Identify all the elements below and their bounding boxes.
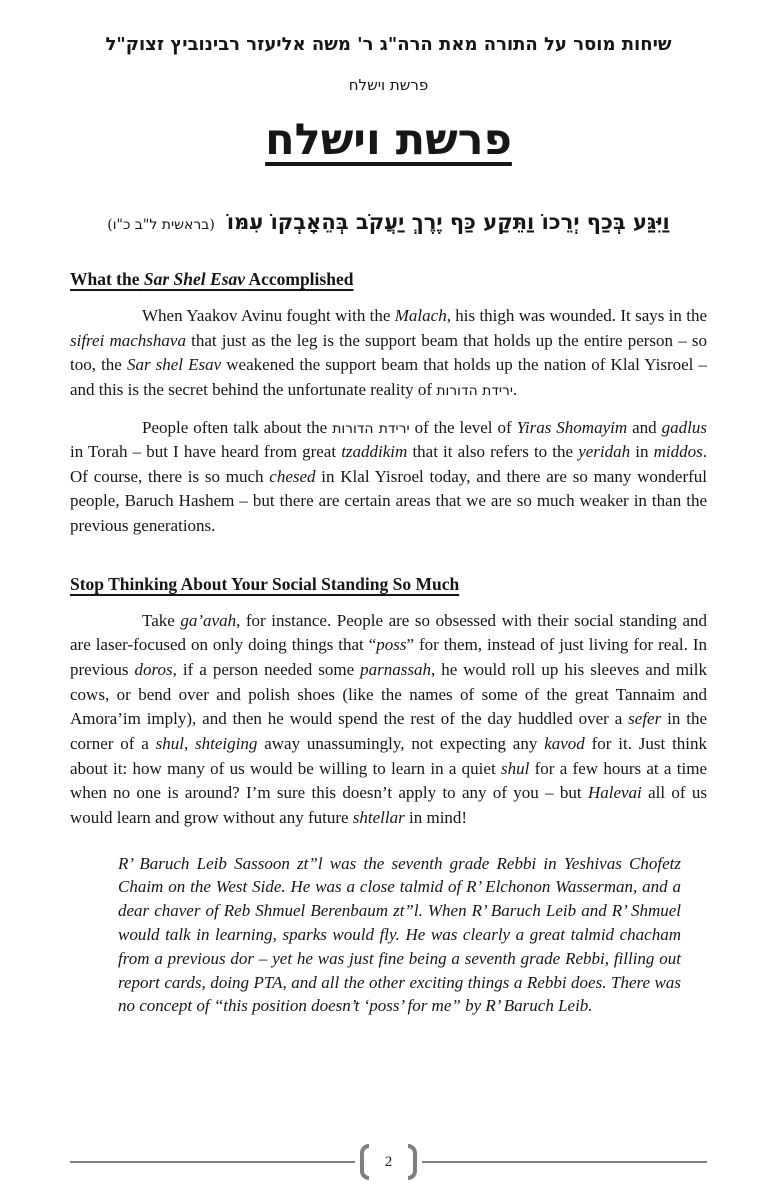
text-run: poss: [376, 635, 407, 655]
text-run: for a few hours at a time when no one is around? I’m sure this doesn’t apply to any of you – but: [70, 758, 707, 803]
text-run: chesed: [269, 466, 316, 486]
text-run: What the: [70, 269, 144, 289]
text-run: ” for them, instead of just living for real. In previous: [70, 635, 707, 680]
text-run: Malach: [394, 306, 447, 325]
text-run: shul: [155, 733, 184, 753]
page-number-bracket-right-icon: [408, 1144, 417, 1180]
text-run: Sar shel Esav: [126, 355, 222, 375]
text-run: shul: [500, 758, 530, 778]
section-heading-social-standing: [70, 574, 707, 595]
paragraph-gaavah: [70, 609, 707, 831]
footer-rule-right: [422, 1161, 707, 1163]
anecdote-quote-baruch-leib: [118, 852, 681, 1019]
text-run: in Torah – but I have heard from great: [70, 442, 342, 462]
page-number-bracket-left-icon: [360, 1144, 369, 1180]
verse-text: וַיִּגַּע בְּכַף יְרֵכוֹ וַתֵּקַע כַּף יֶרֶךְ יַעֲקֹב בְּהֵאָבְקוֹ עִמּוֹ: [226, 209, 670, 234]
text-run: of the level of: [409, 417, 517, 437]
text-run: tzaddikim: [341, 442, 408, 462]
text-run: . Of course, there is so much: [70, 442, 707, 486]
text-run: that just as the leg is the support beam that holds up the entire person – so too, the: [70, 330, 707, 375]
paragraph-yeridas-hadoros: [70, 416, 707, 539]
verse-citation: (בראשית ל"ב כ"ו): [107, 217, 215, 233]
text-run: parnassah: [360, 660, 431, 680]
text-run: , if a person needed some: [172, 660, 361, 680]
text-run: Halevai: [587, 783, 642, 803]
text-run: R’ Baruch Leib Sassoon zt”l was the seventh grade Rebbi in Yeshivas Chofetz Chaim on the West Side. He was a close talmid of R’ Elchonon Wasserman, and a dear chaver of Reb Shmuel Berenbaum zt”l. When R’ Baruch Leib and R’ Shmuel would talk in learning, sparks would fly. He was clearly a great talmid chacham from a previous dor – yet he was just fine being a seventh grade Rebbi, filling out report cards, doing PTA, and all the other exciting things a Rebbi does. There was no concept of “this position doesn’t ‘poss’ for me” by R’ Baruch Leib.: [118, 853, 681, 1016]
text-run: that it also refers to the: [407, 442, 579, 462]
text-run: all of us would learn and grow without any future: [70, 783, 707, 827]
text-run: .: [512, 379, 518, 399]
hebrew-phrase: ירידת הדורות: [332, 420, 410, 437]
parsha-title-text: פרשת וישלח: [265, 115, 512, 165]
text-run: yeridah: [578, 442, 631, 462]
verse-line: [70, 209, 707, 234]
text-run: in Klal Yisroel today, and there are so many wonderful people, Baruch Hashem – but there are certain areas that we are so much weaker in than the previous generations.: [70, 466, 707, 536]
text-run: , for instance. People are so obsessed with their social standing and are laser-focused on only doing things that “: [70, 610, 707, 655]
text-run: Accomplished: [245, 269, 354, 289]
text-run: doros: [134, 660, 173, 680]
text-run: ,: [183, 733, 196, 753]
parsha-title: [70, 115, 707, 165]
paragraph-yaakov-malach: [70, 304, 707, 403]
text-run: When Yaakov Avinu fought with the: [142, 306, 395, 325]
text-run: Yiras Shomayim: [516, 417, 628, 437]
text-run: gadlus: [661, 417, 707, 437]
text-run: for it. Just think about it: how many of us would be willing to learn in a quiet: [70, 733, 708, 778]
text-run: , he would roll up his sleeves and milk cows, or bend over and polish shoes (like the names of some of the great Tannaim and Amora’im imply), and then he would spend the rest of the day huddled over a: [70, 660, 707, 729]
text-run: sifrei machshava: [70, 330, 186, 350]
text-run: away unassumingly, not expecting any: [257, 733, 545, 753]
text-run: shteiging: [195, 733, 258, 753]
text-run: and: [627, 417, 662, 437]
footer-rule-left: [70, 1161, 355, 1163]
header-hebrew-title: שיחות מוסר על התורה מאת הרה"ג ר' משה אליעזר רבינוביץ זצוק"ל: [105, 34, 672, 55]
page-number: 2: [384, 1153, 393, 1170]
text-run: shtellar: [352, 807, 405, 827]
text-run: kavod: [544, 733, 585, 753]
page-footer: [70, 1144, 707, 1180]
text-run: in mind!: [404, 807, 468, 827]
text-run: Take: [142, 610, 181, 630]
text-run: middos: [653, 442, 703, 462]
text-run: in the corner of a: [70, 709, 707, 753]
text-run: People often talk about the: [142, 417, 333, 437]
text-run: in: [630, 442, 654, 462]
text-run: ga’avah: [180, 610, 237, 630]
header-parsha-subtitle: פרשת וישלח: [348, 76, 429, 94]
text-run: sefer: [628, 709, 662, 729]
text-run: weakened the support beam that holds up the nation of Klal Yisroel – and this is the secret behind the unfortunate reality of: [70, 355, 707, 399]
section-heading-sar-shel-esav: [70, 269, 707, 290]
text-run: Stop Thinking About Your Social Standing So Much: [70, 573, 460, 594]
hebrew-phrase: ירידת הדורות: [436, 382, 513, 399]
text-run: , his thigh was wounded. It says in the: [446, 306, 707, 325]
document-header: [70, 34, 707, 94]
text-run: Sar Shel Esav: [143, 269, 246, 289]
